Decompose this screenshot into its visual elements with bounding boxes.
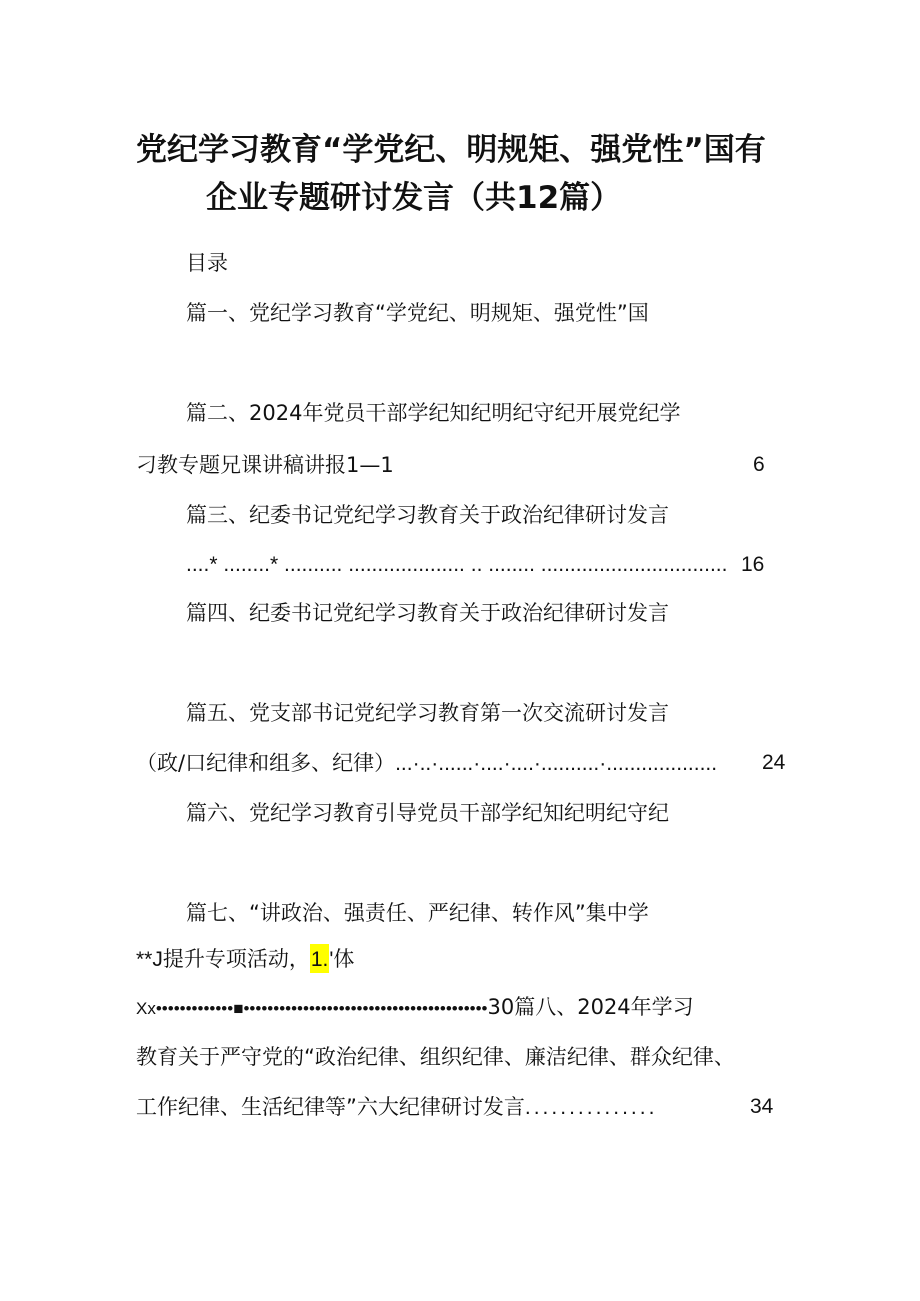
toc-entry-7-leader-dots: Xx•••••••••••••■••••••••••••••••••••••••••••••••••••••••• [136,999,488,1018]
toc-entry-7-line-3 [136,992,694,1024]
toc-entry-5-line-2 [136,748,717,779]
document-title-line-1: 党纪学习教育“学党纪、明规矩、强党性”国有 [136,132,766,168]
toc-entry-7-line-2-text: **J提升专项活动， [136,948,310,971]
toc-entry-2-line-2: 刁教专题兄课讲稿讲报1—1 [136,453,394,477]
toc-entry-3-line-1: 篇三、纪委书记党纪学习教育关于政治纪律研讨发言 [186,503,669,527]
toc-entry-8-line-1: 教育关于严守党的“政治纪律、组织纪律、廉洁纪律、群众纪律、 [136,1045,735,1069]
toc-entry-6: 篇六、党纪学习教育引导党员干部学纪知纪明纪守纪 [186,801,669,825]
toc-entry-7-line-1: 篇七、“讲政治、强责任、严纪律、转作风”集中学 [186,901,649,925]
toc-entry-2-page-number: 6 [753,453,765,476]
toc-entry-5-page-number: 24 [762,751,786,774]
toc-entry-1: 篇一、党纪学习教育“学党纪、明规矩、强党性”国 [186,301,649,325]
toc-entry-7-line-3-text: 30篇八、2024年学习 [487,995,694,1019]
toc-entry-5-line-1: 篇五、党支部书记党纪学习教育第一次交流研讨发言 [186,701,669,725]
toc-entry-8-text: 工作纪律、生活纪律等”六大纪律研讨发言 [136,1095,525,1119]
toc-entry-5-leader-dots: ...·..·......·....·....·..........·................... [395,752,718,775]
toc-entry-7-line-2-tail: '体 [329,948,355,971]
toc-entry-2-line-1: 篇二、2024年党员干部学纪知纪明纪守纪开展党纪学 [186,401,681,425]
toc-heading: 目录 [186,251,228,275]
toc-entry-8-leader-dots: ............... [524,1096,658,1119]
toc-entry-5-subtitle: （政/口纪律和组多、纪律） [136,751,396,775]
toc-entry-4: 篇四、纪委书记党纪学习教育关于政治纪律研讨发言 [186,601,669,625]
toc-entry-7-line-2 [136,944,354,975]
toc-entry-8-line-2 [136,1092,657,1123]
document-title-line-2: 企业专题研讨发言（共12篇） [206,180,622,216]
toc-entry-3-page-number: 16 [741,553,765,576]
highlighted-text: 1. [310,944,330,973]
toc-entry-3-leader-dots: ....* ........* .......... .................... .. ........ ................................ [186,553,728,576]
toc-entry-8-page-number: 34 [750,1095,774,1118]
